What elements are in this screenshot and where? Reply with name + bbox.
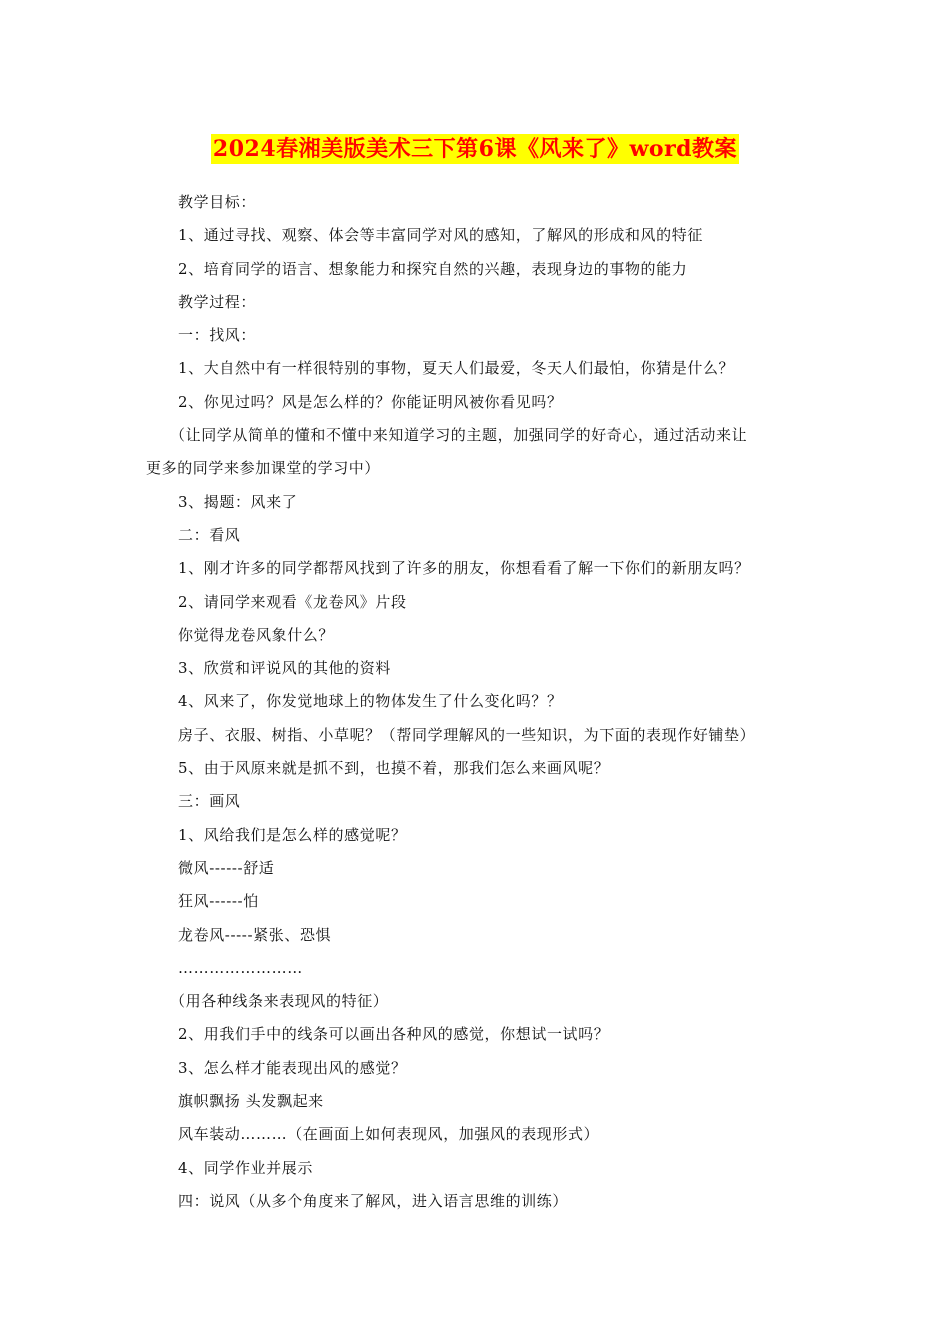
paragraph-line: 你觉得龙卷风象什么？ — [178, 625, 335, 644]
paragraph-line: 1、刚才许多的同学都帮风找到了许多的朋友，你想看看了解一下你们的新朋友吗？ — [178, 559, 750, 578]
paragraph-line: 2、你见过吗？风是怎么样的？你能证明风被你看见吗？ — [178, 392, 563, 411]
document-title: 2024春湘美版美术三下第6课《风来了》word教案 — [212, 136, 738, 162]
paragraph-line: 更多的同学来参加课堂的学习中） — [146, 459, 381, 478]
paragraph-line: （让同学从简单的懂和不懂中来知道学习的主题，加强同学的好奇心，通过活动来让 — [170, 426, 748, 445]
paragraph-line: 3、欣赏和评说风的其他的资料 — [178, 659, 391, 678]
paragraph-line: 2、用我们手中的线条可以画出各种风的感觉，你想试一试吗？ — [178, 1025, 610, 1044]
paragraph-line: 一：找风： — [178, 326, 257, 345]
paragraph-line: 2、培育同学的语言、想象能力和探究自然的兴趣，表现身边的事物的能力 — [178, 259, 688, 278]
paragraph-line: 5、由于风原来就是抓不到，也摸不着，那我们怎么来画风呢？ — [178, 759, 610, 778]
paragraph-line: 4、风来了，你发觉地球上的物体发生了什么变化吗？？ — [178, 692, 563, 711]
paragraph-line: 狂风------怕 — [178, 892, 259, 911]
paragraph-line: 龙卷风-----紧张、恐惧 — [178, 925, 332, 944]
paragraph-line: 3、揭题：风来了 — [178, 492, 298, 511]
paragraph-line: 3、怎么样才能表现出风的感觉？ — [178, 1058, 407, 1077]
paragraph-line: 教学过程： — [178, 292, 257, 311]
paragraph-line: 房子、衣服、树指、小草呢？（帮同学理解风的一些知识，为下面的表现作好铺垫） — [178, 725, 756, 744]
paragraph-line: 二：看风 — [178, 525, 241, 544]
paragraph-line: 教学目标： — [178, 193, 257, 211]
paragraph-line: …………………… — [178, 958, 303, 977]
paragraph-line: 三：画风 — [178, 792, 241, 811]
paragraph-line: 旗帜飘扬 头发飘起来 — [178, 1092, 324, 1111]
paragraph-line: 四：说风（从多个角度来了解风，进入语言思维的训练） — [178, 1191, 569, 1210]
paragraph-line: 1、大自然中有一样很特别的事物，夏天人们最爱，冬天人们最怕，你猜是什么？ — [178, 359, 735, 378]
document-body — [146, 186, 806, 1218]
title-container — [0, 134, 950, 164]
paragraph-line: 微风------舒适 — [178, 858, 275, 877]
paragraph-line: 1、通过寻找、观察、体会等丰富同学对风的感知，了解风的形成和风的特征 — [178, 226, 703, 245]
paragraph-line: 2、请同学来观看《龙卷风》片段 — [178, 592, 407, 611]
paragraph-line: 风车装动………（在画面上如何表现风，加强风的表现形式） — [178, 1125, 600, 1144]
paragraph-line: 1、风给我们是怎么样的感觉呢？ — [178, 825, 407, 844]
paragraph-line: 4、同学作业并展示 — [178, 1158, 313, 1177]
paragraph-line: （用各种线条来表现风的特征） — [170, 992, 389, 1011]
